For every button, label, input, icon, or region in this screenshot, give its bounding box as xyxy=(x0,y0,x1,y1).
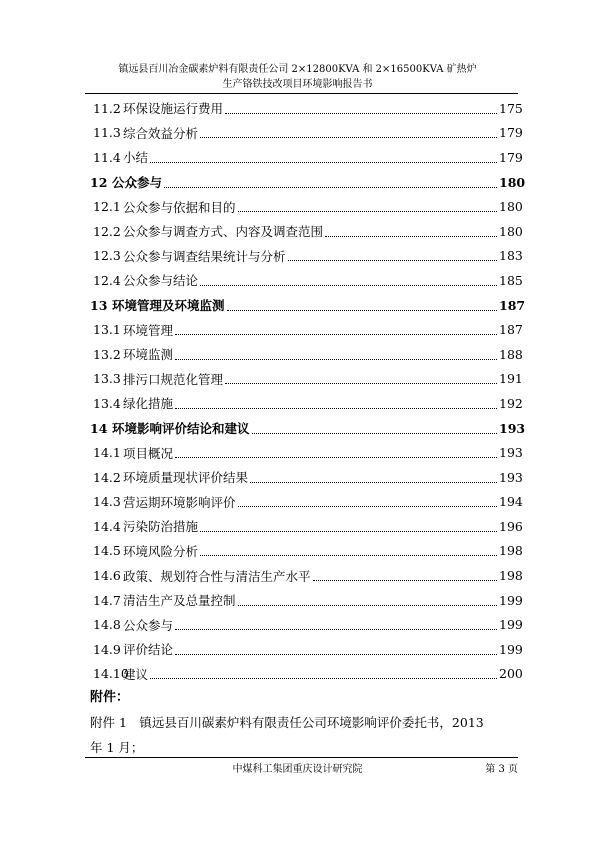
toc-entry-number: 12.2 xyxy=(93,223,121,239)
toc-entry-number: 11.4 xyxy=(93,149,121,165)
toc-leader-dots xyxy=(252,433,497,434)
toc-section-entry[interactable] xyxy=(90,514,523,539)
toc-section-entry[interactable] xyxy=(90,194,523,219)
toc-section-entry[interactable] xyxy=(90,145,523,170)
toc-entry-title: 营运期环境影响评价 xyxy=(123,494,236,510)
toc-section-entry[interactable] xyxy=(90,440,523,465)
toc-entry-page: 179 xyxy=(499,149,523,165)
toc-leader-dots xyxy=(250,482,497,483)
toc-entry-page: 196 xyxy=(499,518,523,534)
toc-section-entry[interactable] xyxy=(90,612,523,637)
toc-entry-title: 综合效益分析 xyxy=(123,125,199,141)
toc-section-entry[interactable] xyxy=(90,490,523,515)
toc-leader-dots xyxy=(175,457,497,458)
toc-entry-page: 193 xyxy=(499,469,523,485)
toc-entry-title: 政策、规划符合性与清洁生产水平 xyxy=(123,568,311,584)
toc-entry-title: 建议 xyxy=(123,666,149,682)
toc-entry-page: 193 xyxy=(499,420,526,436)
toc-leader-dots xyxy=(175,359,497,360)
toc-entry-page: 175 xyxy=(499,100,523,116)
toc-entry-number: 14 xyxy=(90,420,108,436)
toc-entry-number: 14.10 xyxy=(93,666,129,682)
toc-entry-title: 环境影响评价结论和建议 xyxy=(112,421,250,437)
toc-section-entry[interactable] xyxy=(90,588,523,613)
toc-entry-title: 公众参与结论 xyxy=(123,273,199,289)
toc-entry-page: 198 xyxy=(499,543,523,559)
toc-section-entry[interactable] xyxy=(90,121,523,146)
header-title-line2: 生产铬铁技改项目环境影响报告书 xyxy=(222,79,373,90)
toc-leader-dots xyxy=(288,260,497,261)
toc-entry-page: 199 xyxy=(499,641,523,657)
toc-entry-title: 公众参与调查方式、内容及调查范围 xyxy=(123,224,324,240)
toc-section-entry[interactable] xyxy=(90,342,523,367)
toc-leader-dots xyxy=(313,580,497,581)
toc-entry-title: 公众参与调查结果统计与分析 xyxy=(123,248,286,264)
toc-entry-number: 14.5 xyxy=(93,543,121,559)
toc-section-entry[interactable] xyxy=(90,637,523,662)
toc-entry-page: 183 xyxy=(499,248,523,264)
toc-entry-page: 179 xyxy=(499,125,523,141)
toc-entry-page: 194 xyxy=(499,494,523,510)
toc-entry-title: 公众参与 xyxy=(112,175,163,191)
table-of-contents xyxy=(90,96,526,686)
header-title-line1: 镇远县百川冶金碳素炉料有限责任公司 2×12800KVA 和 2×16500KVA 矿热炉 xyxy=(118,64,477,75)
toc-section-entry[interactable] xyxy=(90,268,523,293)
toc-leader-dots xyxy=(225,383,497,384)
toc-entry-title: 排污口规范化管理 xyxy=(123,371,224,387)
toc-entry-title: 环境管理 xyxy=(123,322,174,338)
toc-entry-title: 污染防治措施 xyxy=(123,519,199,535)
toc-section-entry[interactable] xyxy=(90,96,523,121)
toc-leader-dots xyxy=(150,678,497,679)
toc-section-entry[interactable] xyxy=(90,662,523,687)
toc-entry-page: 187 xyxy=(499,297,526,313)
toc-leader-dots xyxy=(164,187,497,188)
toc-entry-title: 清洁生产及总量控制 xyxy=(123,593,236,609)
toc-entry-title: 环保设施运行费用 xyxy=(123,101,224,117)
toc-section-entry[interactable] xyxy=(90,539,523,564)
toc-section-entry[interactable] xyxy=(90,317,523,342)
toc-section-entry[interactable] xyxy=(90,367,523,392)
toc-leader-dots xyxy=(238,605,497,606)
toc-entry-title: 公众参与依据和目的 xyxy=(123,199,236,215)
toc-chapter-entry[interactable] xyxy=(90,293,526,318)
attachments-heading: 附件： xyxy=(90,690,130,705)
toc-entry-page: 191 xyxy=(499,371,523,387)
toc-entry-page: 187 xyxy=(499,322,523,338)
toc-entry-number: 13.4 xyxy=(93,395,121,411)
toc-entry-number: 14.3 xyxy=(93,494,121,510)
toc-entry-title: 绿化措施 xyxy=(123,396,174,412)
toc-entry-number: 13.2 xyxy=(93,346,121,362)
toc-entry-page: 199 xyxy=(499,617,523,633)
toc-section-entry[interactable] xyxy=(90,563,523,588)
toc-entry-title: 公众参与 xyxy=(123,617,174,633)
toc-entry-page: 198 xyxy=(499,568,523,584)
toc-leader-dots xyxy=(200,137,497,138)
header-rule xyxy=(85,93,518,94)
toc-section-entry[interactable] xyxy=(90,219,523,244)
toc-entry-number: 12.4 xyxy=(93,272,121,288)
toc-entry-number: 14.2 xyxy=(93,469,121,485)
toc-leader-dots xyxy=(175,408,497,409)
attachment-item-1: 附件 1 镇远县百川碳素炉料有限责任公司环境影响评价委托书，2013 xyxy=(90,715,484,730)
toc-entry-number: 14.6 xyxy=(93,568,121,584)
toc-leader-dots xyxy=(200,531,497,532)
footer-organization: 中煤科工集团重庆设计研究院 xyxy=(232,764,363,775)
toc-leader-dots xyxy=(227,310,497,311)
toc-leader-dots xyxy=(238,211,497,212)
toc-entry-number: 12.1 xyxy=(93,199,121,215)
toc-entry-page: 199 xyxy=(499,592,523,608)
toc-entry-number: 12 xyxy=(90,174,108,190)
toc-leader-dots xyxy=(225,113,497,114)
toc-entry-number: 14.9 xyxy=(93,641,121,657)
toc-entry-number: 14.4 xyxy=(93,518,121,534)
toc-leader-dots xyxy=(200,285,497,286)
toc-entry-page: 193 xyxy=(499,445,523,461)
toc-entry-number: 13.1 xyxy=(93,322,121,338)
toc-entry-page: 188 xyxy=(499,346,523,362)
toc-section-entry[interactable] xyxy=(90,391,523,416)
toc-entry-number: 13 xyxy=(90,297,108,313)
toc-leader-dots xyxy=(200,555,497,556)
toc-chapter-entry[interactable] xyxy=(90,170,526,195)
toc-entry-title: 环境监测 xyxy=(123,347,174,363)
toc-entry-title: 项目概况 xyxy=(123,445,174,461)
toc-entry-number: 14.7 xyxy=(93,592,121,608)
toc-entry-title: 环境质量现状评价结果 xyxy=(123,470,249,486)
toc-leader-dots xyxy=(175,654,497,655)
toc-entry-page: 180 xyxy=(499,223,523,239)
footer-page-number: 第 3 页 xyxy=(485,764,518,775)
footer-rule xyxy=(85,757,518,758)
toc-leader-dots xyxy=(175,629,497,630)
toc-leader-dots xyxy=(175,334,497,335)
toc-entry-number: 14.8 xyxy=(93,617,121,633)
toc-entry-page: 180 xyxy=(499,199,523,215)
toc-entry-page: 200 xyxy=(499,666,523,682)
toc-section-entry[interactable] xyxy=(90,465,523,490)
toc-entry-title: 环境管理及环境监测 xyxy=(112,298,225,314)
toc-entry-page: 192 xyxy=(499,395,523,411)
toc-entry-number: 14.1 xyxy=(93,445,121,461)
toc-section-entry[interactable] xyxy=(90,244,523,269)
toc-entry-title: 小结 xyxy=(123,150,149,166)
toc-entry-number: 11.2 xyxy=(93,100,121,116)
toc-chapter-entry[interactable] xyxy=(90,416,526,441)
toc-entry-title: 环境风险分析 xyxy=(123,543,199,559)
toc-entry-number: 12.3 xyxy=(93,248,121,264)
toc-entry-number: 11.3 xyxy=(93,125,121,141)
toc-entry-page: 180 xyxy=(499,174,526,190)
attachment-item-1-continued: 年 1 月； xyxy=(90,740,144,755)
toc-leader-dots xyxy=(150,162,497,163)
toc-entry-title: 评价结论 xyxy=(123,642,174,658)
toc-leader-dots xyxy=(238,506,497,507)
toc-entry-page: 185 xyxy=(499,272,523,288)
toc-entry-number: 13.3 xyxy=(93,371,121,387)
toc-leader-dots xyxy=(325,236,497,237)
